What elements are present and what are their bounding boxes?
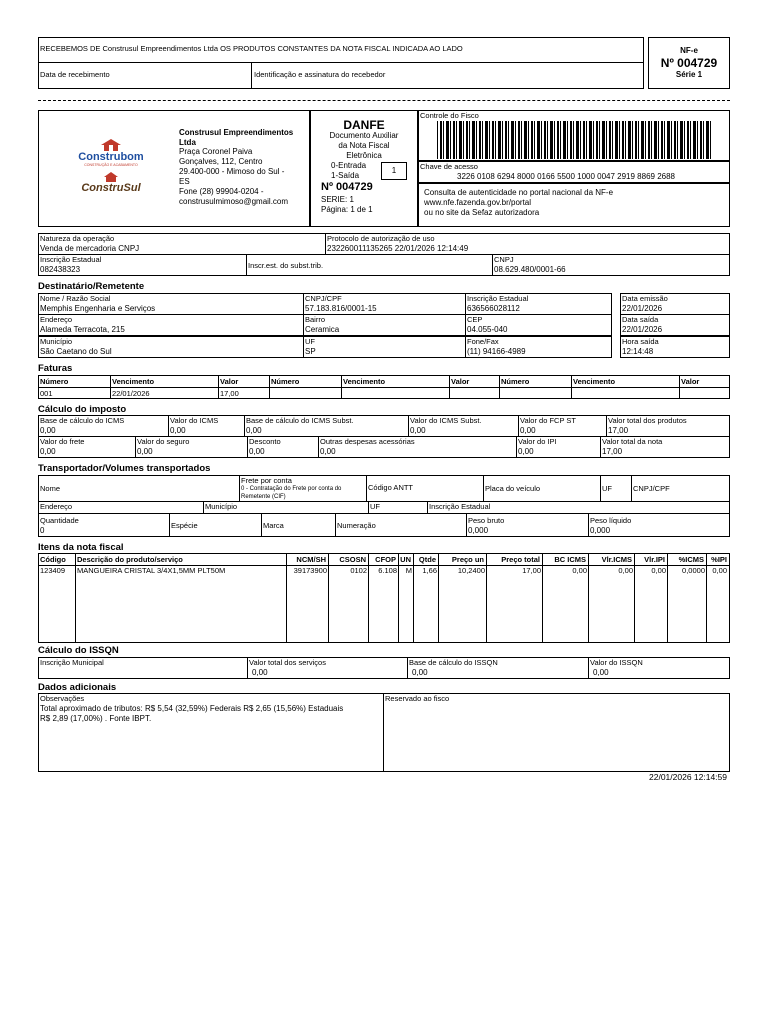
exit-time-label: Hora saída	[622, 337, 659, 346]
invoice-cell: 17,00	[219, 388, 270, 399]
invoices-table	[38, 375, 730, 399]
tax-cell	[38, 415, 169, 437]
recipient-cnpj-label: CNPJ/CPF	[305, 294, 342, 303]
invoice-cell	[270, 388, 342, 399]
tax-cell	[247, 436, 319, 458]
recipient-cnpj-cell	[303, 293, 466, 315]
recipient-uf-label: UF	[305, 337, 315, 346]
recipient-uf-value: SP	[305, 347, 316, 356]
tax-value: 17,00	[608, 426, 629, 435]
receipt-divider	[39, 62, 643, 63]
recipient-section-title: Destinatário/Remetente	[38, 281, 145, 292]
tax-cell	[408, 415, 519, 437]
item-pct-ipi: 0,00	[712, 566, 727, 575]
gross-weight-label: Peso bruto	[468, 516, 505, 525]
tax-cell	[600, 436, 730, 458]
operation-nature-label: Natureza da operação	[40, 234, 115, 243]
tax-label: Valor do IPI	[518, 437, 557, 446]
danfe-exit-label: 1-Saída	[331, 171, 360, 180]
carrier-uf-label: UF	[602, 484, 612, 493]
items-header-cell: CSOSN	[329, 554, 369, 565]
item-quantity: 1,66	[422, 566, 437, 575]
tax-label: Base de cálculo do ICMS Subst.	[246, 416, 354, 425]
freight-value-2: Remetente (CIF)	[241, 494, 286, 500]
items-header-cell: %IPI	[711, 555, 727, 564]
items-header-cell: Vlr.IPI	[635, 554, 668, 565]
item-ncm: 39173900	[293, 566, 327, 575]
recipient-cep-label: CEP	[467, 315, 483, 324]
tax-value: 0,00	[170, 426, 186, 435]
items-header-cell: NCM/SH	[287, 554, 329, 565]
recipient-phone-value: (11) 94166-4989	[467, 347, 526, 356]
tax-cell	[135, 436, 248, 458]
invoice-cell	[680, 388, 729, 399]
plate-label: Placa do veículo	[485, 484, 541, 493]
tax-label: Desconto	[249, 437, 281, 446]
emission-date-label: Data emissão	[622, 294, 668, 303]
danfe-series: SERIE: 1	[321, 195, 354, 204]
recipient-ie-value: 636566028112	[467, 304, 520, 313]
invoice-cell	[342, 388, 450, 399]
barcode	[437, 121, 713, 159]
authenticity-line-3: ou no site da Sefaz autorizadora	[424, 208, 540, 217]
access-key-box	[418, 161, 730, 183]
species-cell	[169, 513, 262, 537]
issqn-cell	[247, 657, 408, 679]
carrier-uf2-label: UF	[370, 502, 380, 511]
tax-value: 0,00	[410, 426, 426, 435]
receipt-number-box	[648, 37, 730, 89]
brand-label: Marca	[263, 521, 284, 530]
receipt-date-label: Data de recebimento	[40, 70, 110, 79]
invoice-cell	[500, 388, 572, 399]
issqn-section-title: Cálculo do ISSQN	[38, 645, 119, 656]
issuer-phone: Fone (28) 99904-0204 -	[179, 187, 264, 196]
net-weight-label: Peso líquido	[590, 516, 632, 525]
numbering-label: Numeração	[337, 521, 376, 530]
items-header-cell: Código	[39, 554, 76, 565]
protocol-label: Protocolo de autorização de uso	[327, 234, 435, 243]
gross-weight-cell	[466, 513, 589, 537]
fisco-control-box	[418, 110, 730, 161]
issuer-address-1: Praça Coronel Paiva	[179, 147, 253, 156]
issqn-cell	[407, 657, 589, 679]
danfe-box	[310, 110, 418, 227]
danfe-title: DANFE	[343, 118, 385, 132]
invoices-header-cell: Vencimento	[342, 376, 450, 387]
tax-value: 0,00	[520, 426, 536, 435]
state-registration-label: Inscrição Estadual	[40, 255, 102, 264]
fisco-reserved-label: Reservado ao fisco	[385, 694, 450, 703]
issuer-cnpj-value: 08.629.480/0001-66	[494, 265, 566, 274]
issuer-cnpj-cell	[492, 254, 730, 276]
tax-cell	[518, 415, 607, 437]
items-header-cell: %ICMS	[668, 554, 707, 565]
items-header-cell: UN	[399, 554, 414, 565]
invoices-header-cell: Vencimento	[572, 376, 680, 387]
net-weight-cell	[588, 513, 730, 537]
observations-line-2: R$ 2,89 (17,00%) . Fonte IBPT.	[40, 714, 152, 723]
danfe-number: Nº 004729	[321, 181, 373, 193]
observations-cell	[38, 693, 384, 772]
tax-value: 0,00	[320, 447, 336, 456]
tax-label: Valor do FCP ST	[520, 416, 576, 425]
access-key-value: 3226 0108 6294 8000 0166 5500 1000 0047 2919 8869 2688	[457, 172, 675, 181]
issuer-address-3: 29.400-000 - Mimoso do Sul -	[179, 167, 285, 176]
gross-weight-value: 0,000	[468, 526, 489, 535]
recipient-district-cell	[303, 314, 466, 336]
invoices-header-cell: Número	[39, 376, 111, 387]
tax-value: 0,00	[518, 447, 534, 456]
state-registration-value: 082438323	[40, 265, 81, 274]
receipt-number: Nº 004729	[660, 56, 718, 70]
protocol-value: 232260011135265 22/01/2026 12:14:49	[327, 244, 469, 253]
subst-registration-label: Inscr.est. do subst.trib.	[248, 261, 324, 270]
invoices-section-title: Faturas	[38, 363, 73, 374]
tax-value: 0,00	[137, 447, 153, 456]
issqn-label: Base de cálculo do ISSQN	[409, 658, 498, 667]
invoices-header-cell: Número	[270, 376, 342, 387]
tax-cell	[168, 415, 245, 437]
invoices-header-cell: Valor	[450, 376, 500, 387]
tax-label: Outras despesas acessórias	[320, 437, 415, 446]
item-total-price: 17,00	[522, 566, 541, 575]
tax-cell	[318, 436, 517, 458]
exit-date-label: Data saída	[622, 315, 659, 324]
emission-date-value: 22/01/2026	[622, 304, 663, 313]
tax-label: Valor do ICMS Subst.	[410, 416, 482, 425]
recipient-name-value: Memphis Engenharia e Serviços	[40, 304, 156, 313]
authenticity-box	[418, 183, 730, 227]
item-vlr-icms: 0,00	[618, 566, 633, 575]
issuer-logo2-text: ConstruSul	[81, 182, 141, 194]
additional-section-title: Dados adicionais	[38, 682, 117, 693]
recipient-city-value: São Caetano do Sul	[40, 347, 112, 356]
item-vlr-ipi: 0,00	[651, 566, 666, 575]
item-code: 123409	[40, 566, 66, 575]
access-key-label: Chave de acesso	[420, 162, 478, 171]
danfe-sub-2: da Nota Fiscal	[338, 141, 390, 150]
issqn-cell	[38, 657, 248, 679]
observations-label: Observações	[40, 694, 85, 703]
item-description: MANGUEIRA CRISTAL 3/4X1,5MM PLT50M	[77, 566, 226, 575]
state-registration-cell	[38, 254, 247, 276]
carrier-city-label: Município	[205, 502, 238, 511]
receipt-signature-label: Identificação e assinatura do recebedor	[254, 70, 386, 79]
invoices-header-cell: Valor	[681, 377, 700, 386]
invoice-cell: 001	[39, 388, 111, 399]
danfe-entry-label: 0-Entrada	[331, 161, 367, 170]
recipient-ie-label: Inscrição Estadual	[467, 294, 529, 303]
recipient-name-cell	[38, 293, 304, 315]
issqn-label: Valor do ISSQN	[590, 658, 643, 667]
danfe-sub-3: Eletrônica	[346, 151, 382, 160]
exit-time-cell	[620, 336, 730, 358]
carrier-address-label: Endereço	[40, 502, 73, 511]
recipient-city-label: Município	[40, 337, 73, 346]
recipient-city-cell	[38, 336, 304, 358]
carrier-section-title: Transportador/Volumes transportados	[38, 463, 211, 474]
item-cfop: 6.108	[378, 566, 397, 575]
tax-label: Base de cálculo do ICMS	[40, 416, 125, 425]
recipient-phone-label: Fone/Fax	[467, 337, 499, 346]
operation-nature-cell	[38, 233, 326, 255]
operation-nature-value: Venda de mercadoria CNPJ	[40, 244, 140, 253]
plate-cell	[483, 475, 601, 502]
protocol-cell	[325, 233, 730, 255]
freight-label: Frete por conta	[241, 476, 292, 485]
issuer-name: Construsul Empreendimentos Ltda	[179, 128, 294, 147]
subst-registration-cell	[246, 254, 493, 276]
recipient-phone-cell	[465, 336, 612, 358]
items-header-cell: Vlr.ICMS	[589, 554, 635, 565]
receipt-divider-v	[251, 62, 252, 89]
authenticity-line-2: www.nfe.fazenda.gov.br/portal	[424, 198, 532, 207]
carrier-name-cell	[38, 475, 240, 502]
invoice-cell	[572, 388, 680, 399]
recipient-uf-cell	[303, 336, 466, 358]
cut-line	[38, 100, 730, 101]
receipt-nfe-label: NF-e	[680, 46, 698, 55]
tax-value: 0,00	[249, 447, 265, 456]
net-weight-value: 0,000	[590, 526, 611, 535]
house-icon	[101, 139, 121, 151]
numbering-cell	[335, 513, 467, 537]
issuer-logo-text: Construbom	[78, 151, 144, 163]
freight-value-1: 0 - Contratação do Frete por conta do	[241, 486, 342, 492]
issqn-cell	[588, 657, 730, 679]
item-bc-icms: 0,00	[572, 566, 587, 575]
receipt-text: RECEBEMOS DE Construsul Empreendimentos Ltda OS PRODUTOS CONSTANTES DA NOTA FISCAL INDICADA AO LADO	[40, 44, 463, 53]
tax-label: Valor total dos produtos	[608, 416, 687, 425]
tax-label: Valor total da nota	[602, 437, 663, 446]
recipient-cep-cell	[465, 314, 612, 336]
items-header-cell: Qtde	[414, 554, 439, 565]
issqn-value: 0,00	[252, 668, 268, 677]
tax-label: Valor do seguro	[137, 437, 190, 446]
invoices-header-cell: Vencimento	[111, 376, 219, 387]
carrier-uf-cell	[600, 475, 632, 502]
item-pct-icms: 0,0000	[682, 566, 705, 575]
tax-value: 0,00	[40, 426, 56, 435]
issqn-label: Inscrição Municipal	[40, 658, 104, 667]
tax-cell	[244, 415, 409, 437]
invoices-header-cell: Número	[500, 376, 572, 387]
item-unit: M	[405, 566, 412, 575]
carrier-cnpj-label: CNPJ/CPF	[633, 484, 670, 493]
invoice-cell: 22/01/2026	[111, 388, 219, 399]
issuer-address-4: ES	[179, 177, 190, 186]
issqn-value: 0,00	[593, 668, 609, 677]
tax-section-title: Cálculo do imposto	[38, 404, 127, 415]
tax-label: Valor do frete	[40, 437, 85, 446]
brand-cell	[261, 513, 336, 537]
invoices-header-row	[39, 376, 729, 388]
tax-label: Valor do ICMS	[170, 416, 219, 425]
issuer-email: construsulmimoso@gmail.com	[179, 197, 289, 206]
invoices-row	[39, 388, 729, 399]
fisco-reserved-cell	[383, 693, 730, 772]
recipient-address-value: Alameda Terracota, 215	[40, 325, 125, 334]
danfe-page: Página: 1 de 1	[321, 205, 373, 214]
quantity-label: Quantidade	[40, 516, 79, 525]
exit-date-cell	[620, 314, 730, 336]
recipient-cep-value: 04.055-040	[467, 325, 508, 334]
species-label: Espécie	[171, 521, 198, 530]
tax-value: 0,00	[246, 426, 262, 435]
item-unit-price: 10,2400	[457, 566, 485, 575]
issuer-logo-sub: CONSTRUÇÃO E ACABAMENTO	[84, 163, 138, 167]
items-header-cell: CFOP	[369, 554, 399, 565]
item-csosn: 0102	[350, 566, 367, 575]
issuer-box	[38, 110, 310, 227]
house-icon-2	[104, 172, 118, 182]
recipient-ie-cell	[465, 293, 612, 315]
antt-cell	[366, 475, 484, 502]
fisco-control-label: Controle do Fisco	[420, 111, 479, 120]
issuer-address-2: Gonçalves, 112, Centro	[179, 157, 263, 166]
invoice-cell	[450, 388, 500, 399]
danfe-type-value: 1	[391, 166, 397, 175]
items-body-lines	[39, 566, 729, 642]
items-table	[38, 553, 730, 643]
observations-line-1: Total aproximado de tributos: R$ 5,54 (32,59%) Federais R$ 2,65 (15,56%) Estaduais	[40, 704, 344, 713]
freight-cell	[239, 475, 367, 502]
tax-cell	[38, 436, 136, 458]
items-section-title: Itens da nota fiscal	[38, 542, 124, 553]
antt-label: Código ANTT	[368, 483, 414, 492]
quantity-cell	[38, 513, 170, 537]
items-header-cell: Descrição do produto/serviço	[76, 554, 287, 565]
exit-date-value: 22/01/2026	[622, 325, 663, 334]
issqn-value: 0,00	[412, 668, 428, 677]
items-header-cell: Preço total	[487, 554, 543, 565]
issuer-cnpj-label: CNPJ	[494, 255, 514, 264]
carrier-cnpj-cell	[631, 475, 730, 502]
carrier-ie-label: Inscrição Estadual	[429, 502, 491, 511]
recipient-district-value: Ceramica	[305, 325, 340, 334]
tax-value: 0,00	[40, 447, 56, 456]
issqn-label: Valor total dos serviços	[249, 658, 326, 667]
exit-time-value: 12:14:48	[622, 347, 654, 356]
tax-value: 17,00	[602, 447, 623, 456]
danfe-sub-1: Documento Auxiliar	[329, 131, 399, 140]
tax-cell	[606, 415, 730, 437]
receipt-series: Série 1	[675, 70, 703, 79]
danfe-type-box	[381, 162, 407, 180]
quantity-value: 0	[40, 526, 45, 535]
print-timestamp: 22/01/2026 12:14:59	[649, 772, 727, 782]
items-header-cell: BC ICMS	[543, 554, 589, 565]
authenticity-line-1: Consulta de autenticidade no portal nacional da NF-e	[424, 188, 614, 197]
items-header-cell: Preço un	[439, 554, 487, 565]
table-row	[39, 565, 729, 576]
recipient-cnpj-value: 57.183.816/0001-15	[305, 304, 377, 313]
recipient-address-cell	[38, 314, 304, 336]
recipient-district-label: Bairro	[305, 315, 326, 324]
tax-cell	[516, 436, 601, 458]
emission-date-cell	[620, 293, 730, 315]
recipient-name-label: Nome / Razão Social	[40, 294, 111, 303]
invoices-header-cell: Valor	[219, 376, 270, 387]
recipient-address-label: Endereço	[40, 315, 73, 324]
carrier-name-label: Nome	[40, 484, 61, 493]
issuer-logo	[75, 139, 147, 209]
receipt-stub	[38, 37, 644, 89]
